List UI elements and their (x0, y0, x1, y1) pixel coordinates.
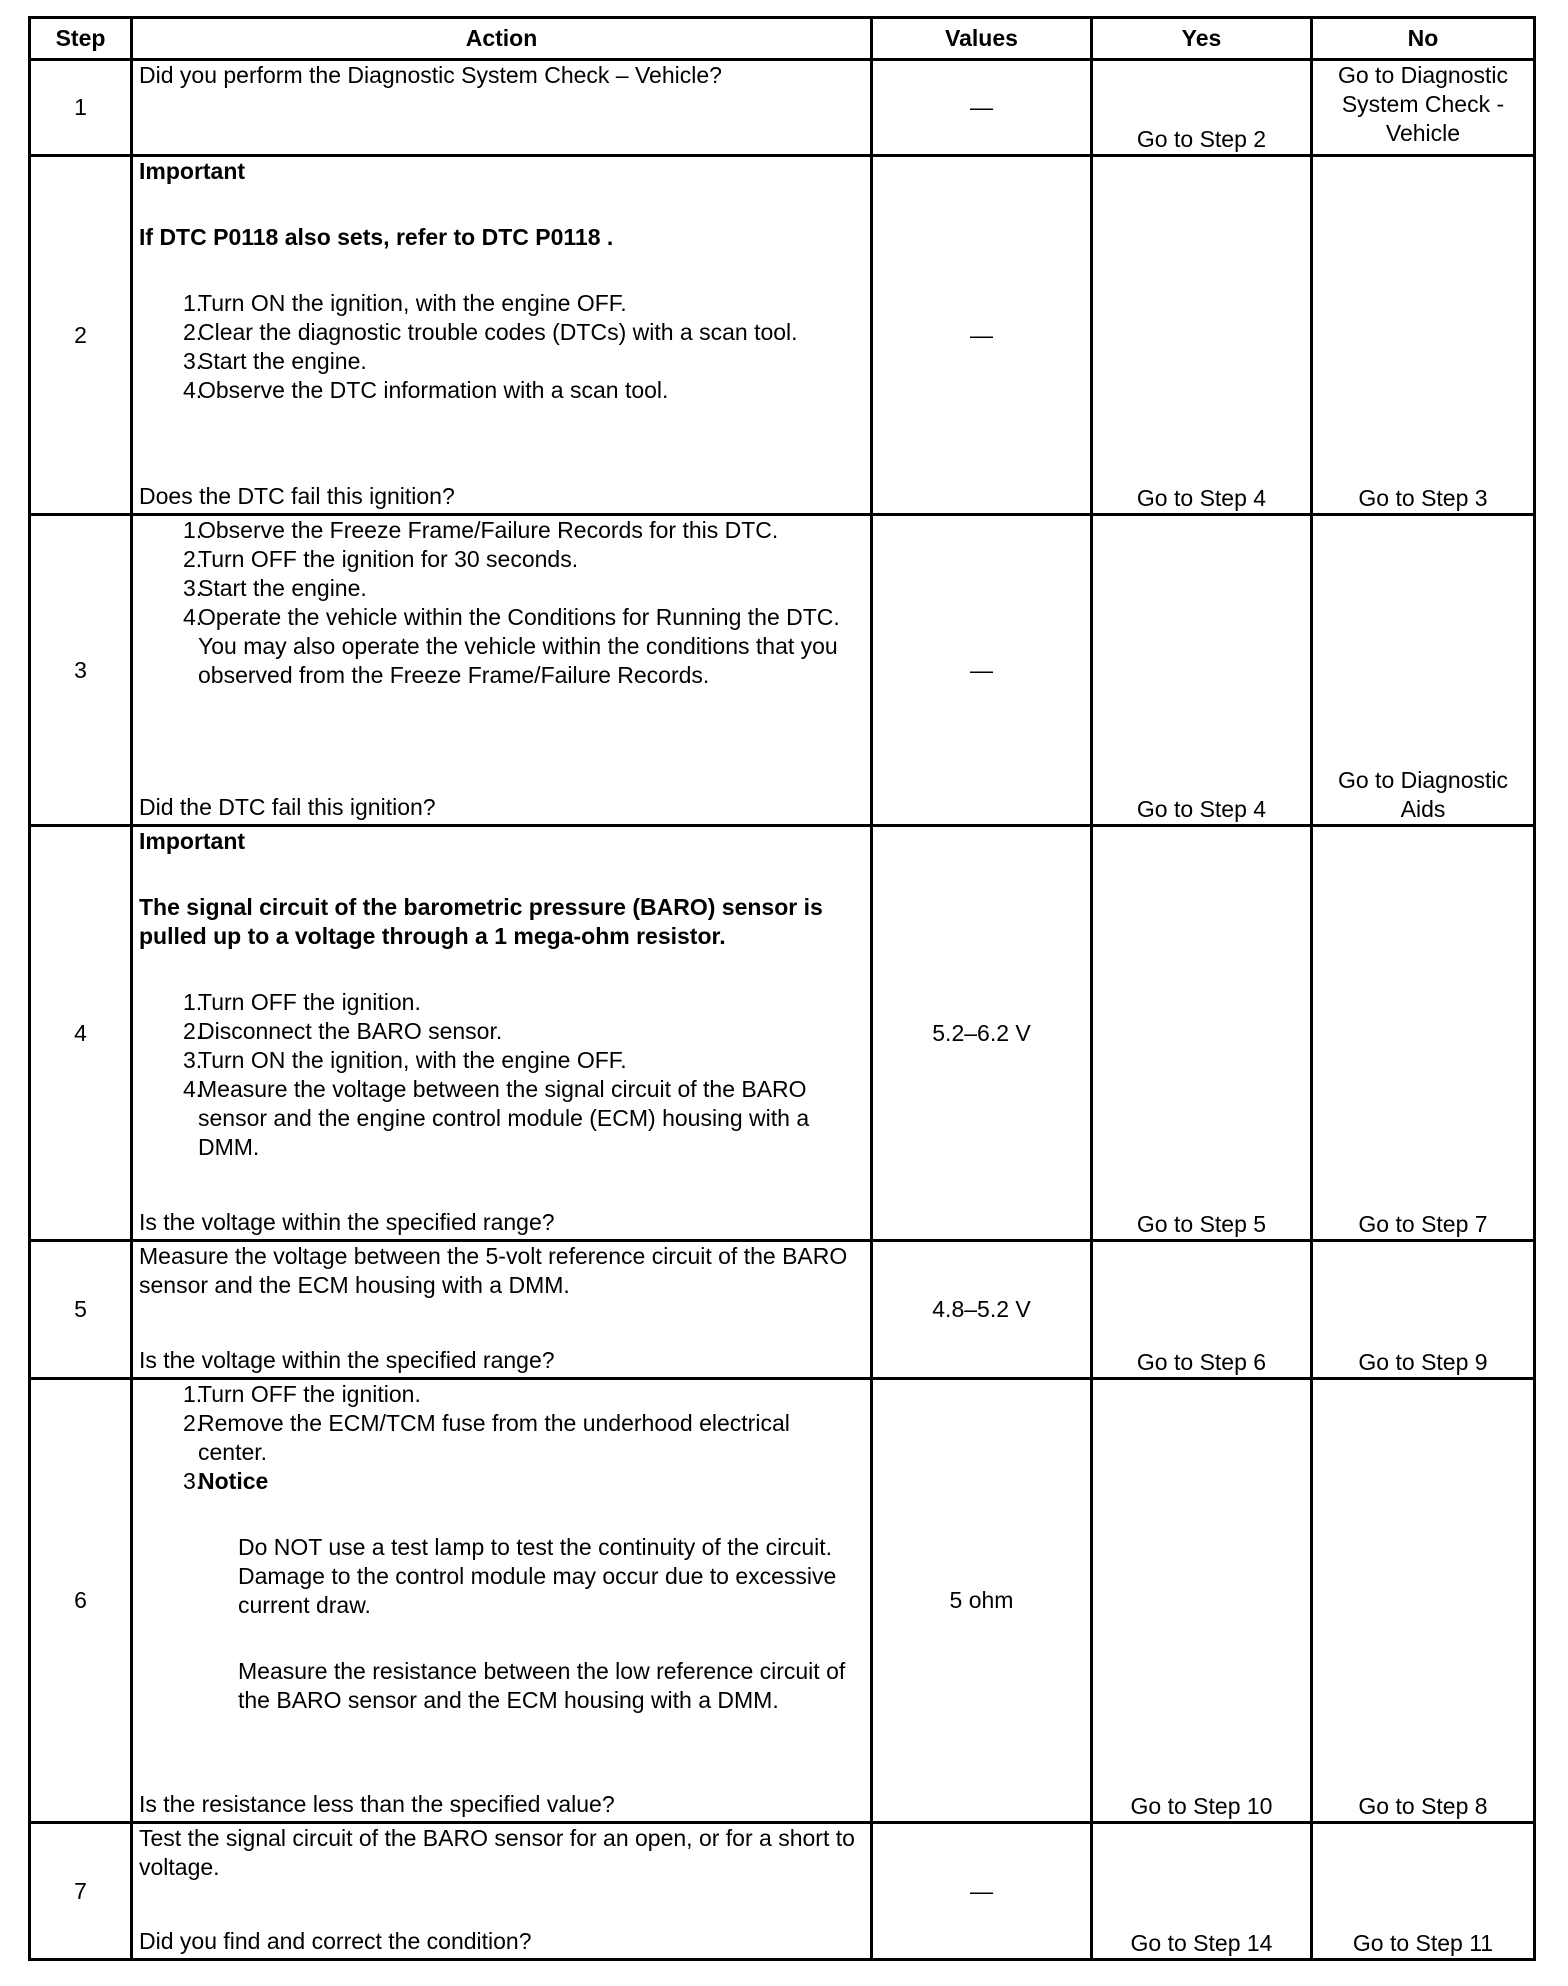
action-cell (132, 156, 872, 515)
yes-cell: Go to Step 2 (1092, 60, 1312, 156)
table-row (30, 1241, 1535, 1379)
list-item: 1. Observe the Freeze Frame/Failure Records for this DTC. (183, 517, 779, 543)
action-cell (132, 515, 872, 826)
no-cell: Go to Diagnostic System Check - Vehicle (1312, 60, 1535, 156)
important-label: Important (139, 828, 246, 854)
action-text: Test the signal circuit of the BARO sensor for an open, or for a short to voltage. (139, 1825, 855, 1880)
list-item: 2. Remove the ECM/TCM fuse from the underhood electrical center. (183, 1410, 790, 1465)
no-cell: Go to Step 7 (1312, 826, 1535, 1241)
no-cell: Go to Step 9 (1312, 1241, 1535, 1379)
list-item: 2. Turn OFF the ignition for 30 seconds. (183, 546, 579, 572)
yes-cell: Go to Step 5 (1092, 826, 1312, 1241)
table-row (30, 515, 1535, 826)
table-row (30, 1379, 1535, 1823)
table-row (30, 826, 1535, 1241)
notice-text: Do NOT use a test lamp to test the continuity of the circuit. Damage to the control module may occur due to excessive current draw. (238, 1534, 837, 1618)
step-number: 2 (30, 156, 132, 515)
question-text: Did you perform the Diagnostic System Check – Vehicle? (139, 62, 722, 88)
header-action: Action (132, 18, 872, 60)
list-item: 4. Operate the vehicle within the Conditions for Running the DTC. You may also operate the vehicle within the conditions that you observed from the Freeze Frame/Failure Records. (183, 604, 840, 688)
list-item: 3. Start the engine. (183, 348, 367, 374)
value-cell: — (872, 515, 1092, 826)
yes-cell: Go to Step 14 (1092, 1823, 1312, 1960)
question-text: Did you find and correct the condition? (139, 1928, 532, 1954)
yes-cell: Go to Step 4 (1092, 515, 1312, 826)
no-cell: Go to Step 8 (1312, 1379, 1535, 1823)
no-cell: Go to Step 11 (1312, 1823, 1535, 1960)
step-number: 3 (30, 515, 132, 826)
action-text: Measure the voltage between the 5-volt reference circuit of the BARO sensor and the ECM housing with a DMM. (139, 1243, 848, 1298)
no-cell: Go to Step 3 (1312, 156, 1535, 515)
important-label: Important (139, 158, 246, 184)
diagnostic-table (28, 16, 1536, 1961)
question-text: Does the DTC fail this ignition? (139, 483, 455, 509)
step-number: 6 (30, 1379, 132, 1823)
action-cell (132, 1379, 872, 1823)
question-text: Did the DTC fail this ignition? (139, 794, 436, 820)
list-item: 1. Turn OFF the ignition. (183, 1381, 421, 1407)
yes-cell: Go to Step 10 (1092, 1379, 1312, 1823)
header-yes: Yes (1092, 18, 1312, 60)
list-item: 1. Turn OFF the ignition. (183, 989, 421, 1015)
step-number: 4 (30, 826, 132, 1241)
table-row (30, 1823, 1535, 1960)
important-text: If DTC P0118 also sets, refer to DTC P0118 . (139, 224, 614, 250)
action-cell (132, 826, 872, 1241)
action-cell (132, 1823, 872, 1960)
list-item: 3. Start the engine. (183, 575, 367, 601)
value-cell: — (872, 60, 1092, 156)
list-item: 2. Clear the diagnostic trouble codes (DTCs) with a scan tool. (183, 319, 798, 345)
header-no: No (1312, 18, 1535, 60)
header-step: Step (30, 18, 132, 60)
action-cell (132, 60, 872, 156)
list-item: 3. Turn ON the ignition, with the engine OFF. (183, 1047, 627, 1073)
step-list (139, 1380, 864, 1496)
table-row (30, 60, 1535, 156)
value-cell: 5 ohm (872, 1379, 1092, 1823)
action-cell (132, 1241, 872, 1379)
notice-label: Notice (198, 1468, 269, 1494)
yes-cell: Go to Step 6 (1092, 1241, 1312, 1379)
value-cell: — (872, 156, 1092, 515)
yes-cell: Go to Step 4 (1092, 156, 1312, 515)
step-number: 1 (30, 60, 132, 156)
value-cell: 4.8–5.2 V (872, 1241, 1092, 1379)
question-text: Is the voltage within the specified range? (139, 1347, 555, 1373)
value-cell: 5.2–6.2 V (872, 826, 1092, 1241)
notice-follow-text: Measure the resistance between the low reference circuit of the BARO sensor and the ECM housing with a DMM. (238, 1658, 846, 1713)
step-list (139, 516, 864, 690)
header-row (30, 18, 1535, 60)
table-row (30, 156, 1535, 515)
header-values: Values (872, 18, 1092, 60)
list-item: 1. Turn ON the ignition, with the engine OFF. (183, 290, 627, 316)
question-text: Is the voltage within the specified range? (139, 1209, 555, 1235)
step-number: 5 (30, 1241, 132, 1379)
list-item: 2. Disconnect the BARO sensor. (183, 1018, 503, 1044)
list-item: 3. Notice (139, 1467, 864, 1496)
step-number: 7 (30, 1823, 132, 1960)
important-text: The signal circuit of the barometric pressure (BARO) sensor is pulled up to a voltage through a 1 mega-ohm resistor. (139, 894, 823, 949)
list-item: 4. Measure the voltage between the signal circuit of the BARO sensor and the engine control module (ECM) housing with a DMM. (183, 1076, 810, 1160)
question-text: Is the resistance less than the specified value? (139, 1791, 615, 1817)
value-cell: — (872, 1823, 1092, 1960)
step-list (139, 289, 864, 405)
step-list (139, 988, 864, 1162)
no-cell: Go to Diagnostic Aids (1312, 515, 1535, 826)
list-item: 4. Observe the DTC information with a scan tool. (183, 377, 669, 403)
